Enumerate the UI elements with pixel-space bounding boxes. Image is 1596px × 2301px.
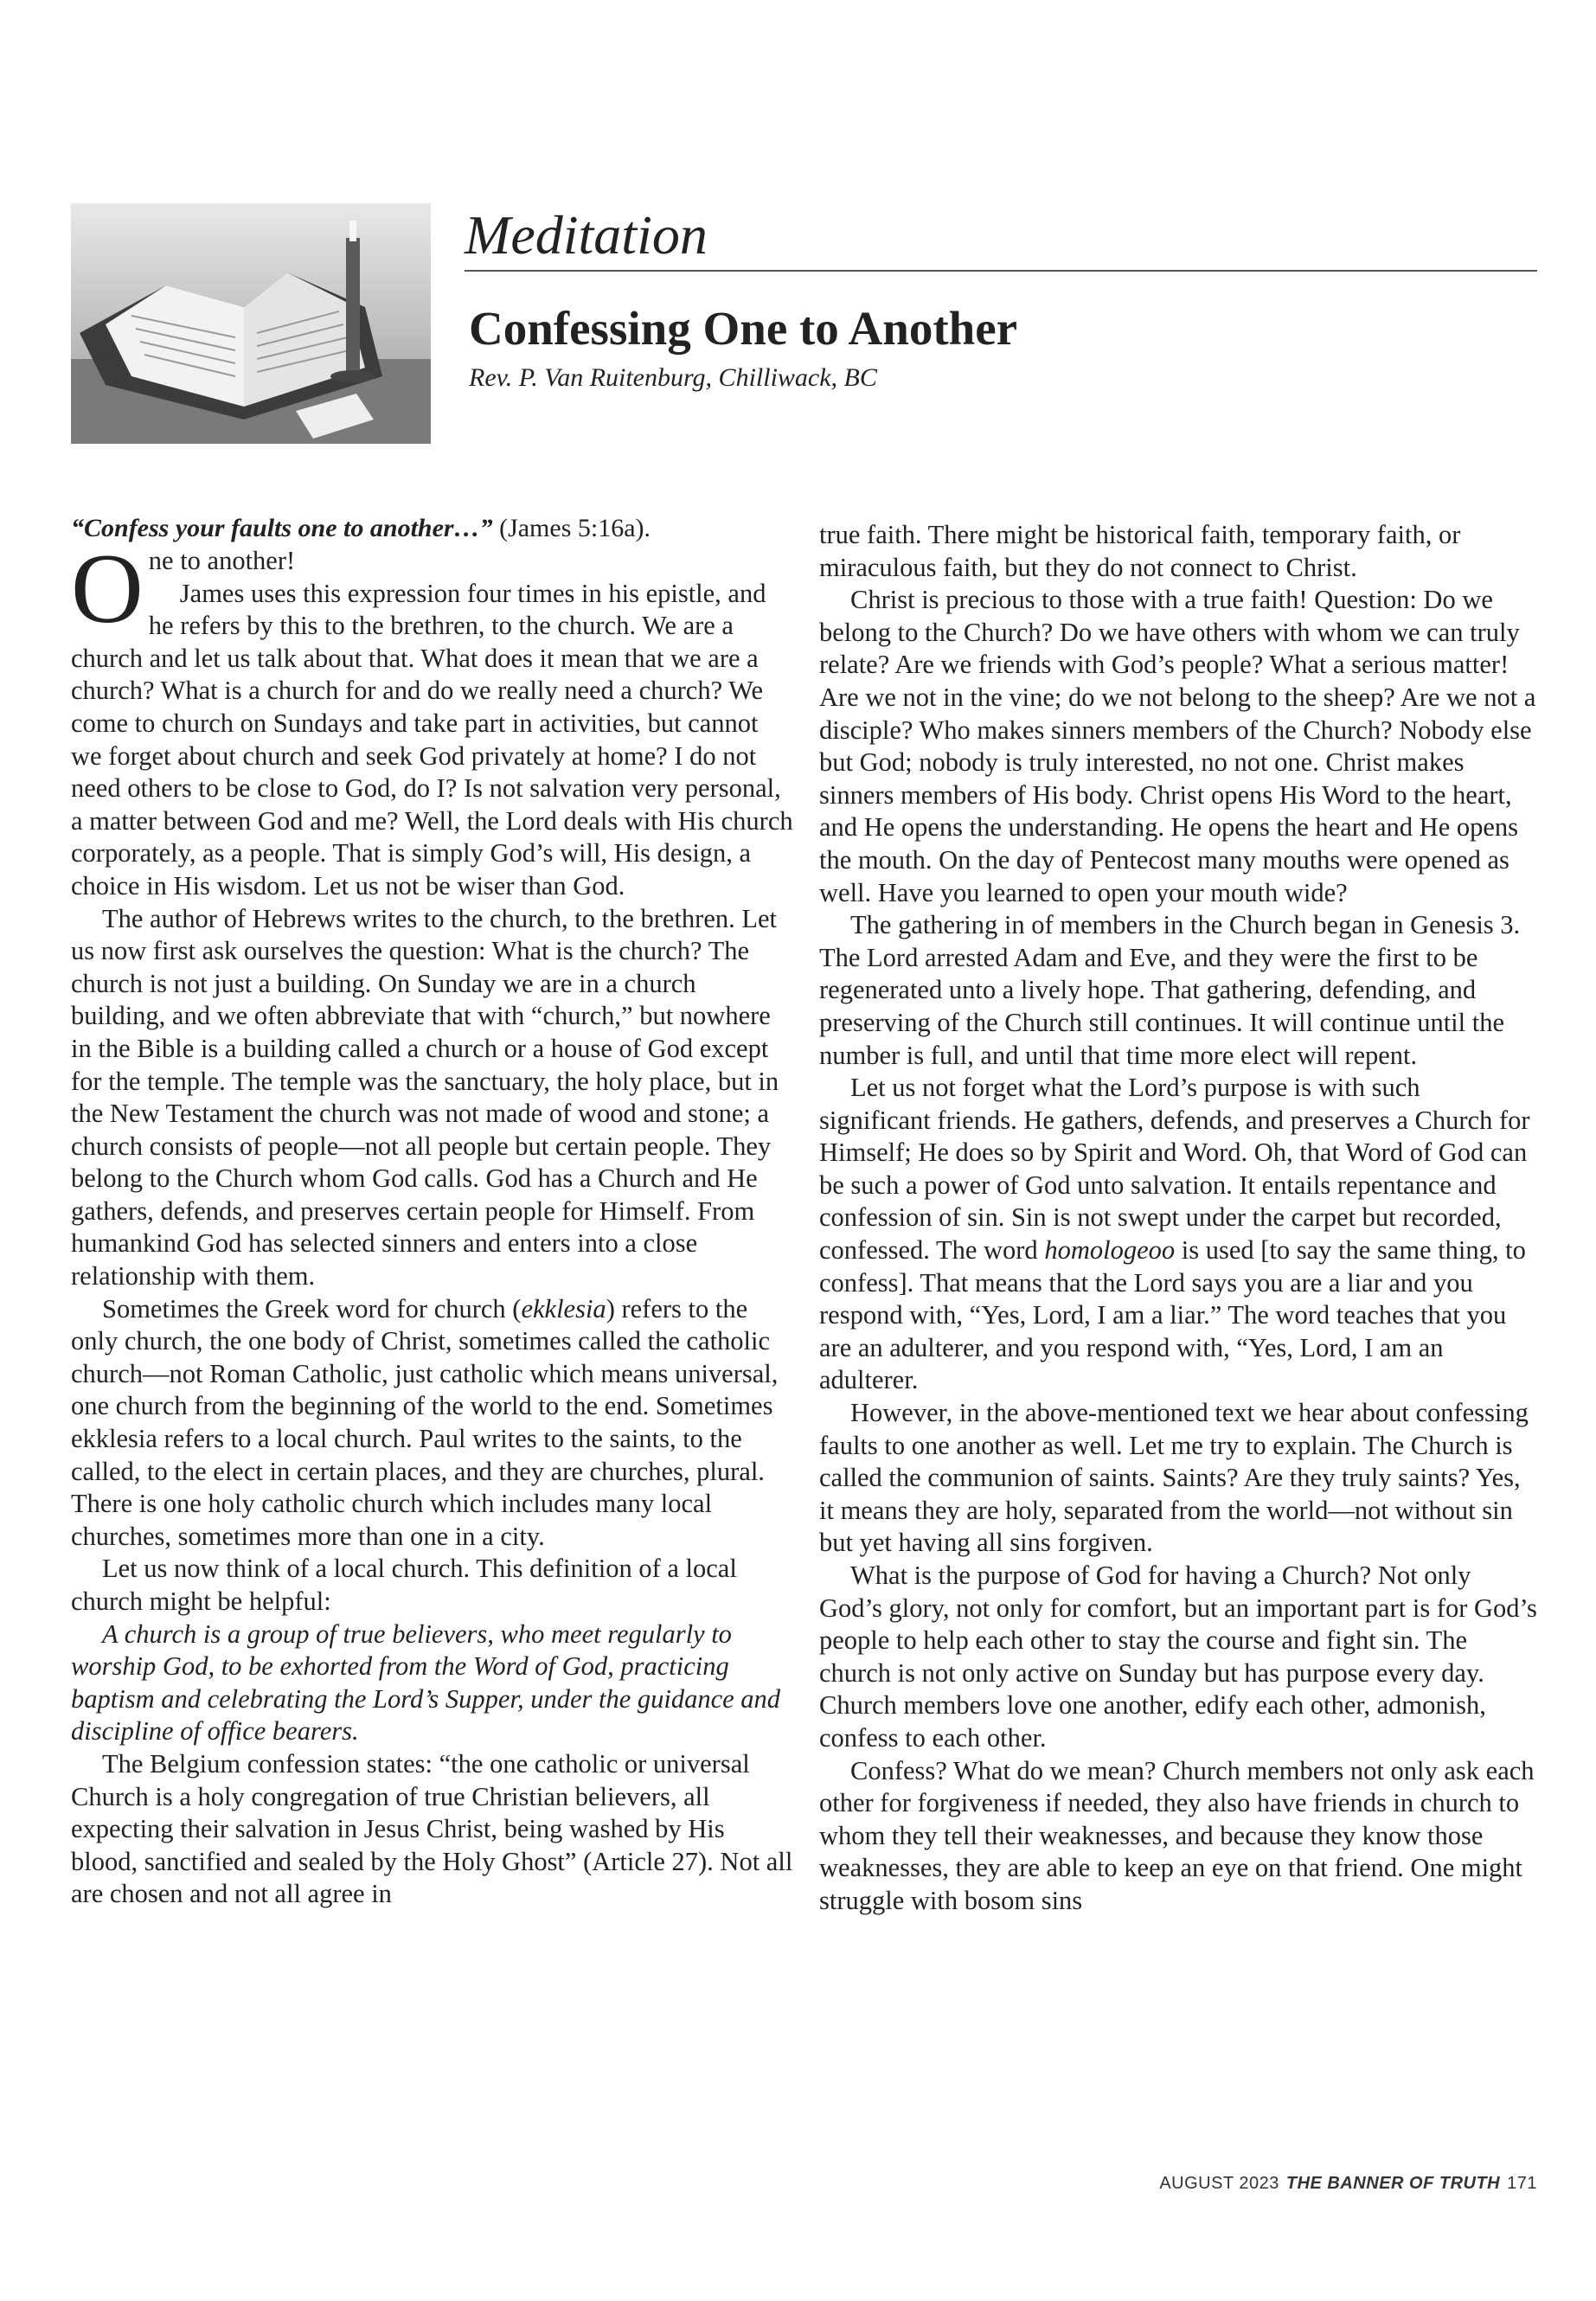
- drop-cap: O: [71, 534, 144, 644]
- paragraph: Let us now think of a local church. This definition of a local church might be helpful:: [71, 1554, 737, 1616]
- footer-date: AUGUST 2023: [1159, 2174, 1279, 2193]
- paragraph: The author of Hebrews writes to the church, to the brethren. Let us now first ask ourselves the question: What is the church? The church is not just a building. On Sunday we are in a church building, and we often abbreviate that with “church,” but nowhere in the Bible is a building called a church or a house of God except for the temple. The temple was the sanctuary, the holy place, but in the New Testament the church was not made of wood and stone; a church consists of people—not all people but certain people. They belong to the Church whom God calls. God has a Church and He gathers, defends, and preserves certain people for Himself. From humankind God has selected sinners and enters into a close relationship with them.: [71, 903, 779, 1292]
- page-footer: [1159, 2174, 1537, 2194]
- paragraph: Christ is precious to those with a true faith! Question: Do we belong to the Church? Do we have others with whom we can truly relate? Are we friends with God’s people? What a serious matter! Are we not in the vine; do we not belong to the sheep? Are we not a disciple? Who makes sinners members of the Church? Nobody else but God; nobody is truly interested, no not one. Christ makes sinners members of His body. Christ opens His Word to the heart, and He opens the understanding. He opens the heart and He opens the mouth. On the day of Pentecost many mouths were opened as well. Have you learned to open your mouth wide?: [819, 585, 1536, 907]
- paragraph: The gathering in of members in the Church began in Genesis 3. The Lord arrested Adam and Eve, and they were the first to be regenerated unto a lively hope. That gathering, defending, and preserving of the Church still continues. It will continue until the number is full, and until that time more elect will repent.: [819, 910, 1521, 1070]
- paragraph: James uses this expression four times in his epistle, and he refers by this to the brethren, to the church. We are a church and let us talk about that. What does it mean that we are a church? What is a church for and do we really need a church? We come to church on Sundays and take part in activities, but cannot we forget about church and seek God privately at home? I do not need others to be close to God, do I? Is not salvation very personal, a matter between God and me? Well, the Lord deals with His church corporately, as a people. That is simply God’s will, His design, a choice in His wisdom. Let us not be wiser than God.: [71, 578, 793, 901]
- paragraph: [819, 1072, 1537, 1397]
- block-quote: A church is a group of true believers, who meet regularly to worship God, to be exhorted from the Word of God, practicing baptism and celebrating the Lord’s Supper, under the guidance and discipline of office bearers.: [71, 1618, 781, 1747]
- open-bible-illustration-icon: [71, 203, 431, 444]
- section-title: Meditation: [465, 202, 1537, 272]
- lead-quote-text: “Confess your faults one to another…”: [71, 514, 493, 542]
- left-column: [71, 512, 793, 1911]
- paragraph: Confess? What do we mean? Church members not only ask each other for forgiveness if needed, they also have friends in church to whom they tell their weaknesses, and because they know those weaknesses, they are able to keep an eye on that friend. One might struggle with bosom sins: [819, 1755, 1535, 1915]
- emphasis-term: ekklesia: [521, 1293, 606, 1324]
- paragraph-text: is used [to say the same thing, to confess]. That means that the Lord says you are a liar and you respond with, “Yes, Lord, I am a liar.” The word teaches that you are an adulterer, and you respond with, “Yes, Lord, I am an adulterer.: [819, 1235, 1526, 1395]
- emphasis-term: homologeoo: [1044, 1235, 1176, 1266]
- page-number: 171: [1507, 2174, 1537, 2193]
- article-title: Confessing One to Another: [469, 302, 1018, 355]
- paragraph: However, in the above-mentioned text we hear about confessing faults to one another as well. Let me try to explain. The Church is called the communion of saints. Saints? Are they truly saints? Yes, it means they are holy, separated from the world—not without sin but yet having all sins forgiven.: [819, 1398, 1529, 1558]
- footer-magazine: THE BANNER OF TRUTH: [1285, 2174, 1501, 2193]
- paragraph: [71, 534, 793, 644]
- lead-quote: [71, 512, 793, 545]
- paragraph-text: ne to another!: [148, 546, 296, 575]
- paragraph: The Belgium confession states: “the one catholic or universal Church is a holy congregation of true Christian believers, all expecting their salvation in Jesus Christ, being washed by His blood, sanctified and sealed by the Holy Ghost” (Article 27). Not all are chosen and not all agree in: [71, 1748, 793, 1909]
- paragraph: [71, 1293, 793, 1554]
- paragraph-text: ) refers to the only church, the one body of Christ, sometimes called the catholic church—not Roman Catholic, just catholic which means universal, one church from the beginning of the world to the end. Sometimes ekklesia refers to a local church. Paul writes to the saints, to the called, to the elect in certain places, and they are churches, plural. There is one holy catholic church which includes many local churches, sometimes more than one in a city.: [71, 1293, 779, 1551]
- paragraph-text: Sometimes the Greek word for church (: [102, 1293, 522, 1324]
- right-column: [819, 519, 1537, 1918]
- paragraph: What is the purpose of God for having a Church? Not only God’s glory, not only for comfort, but an important part is for God’s people to help each other to stay the course and fight sin. The church is not only active on Sunday but has purpose every day. Church members love one another, edify each other, admonish, confess to each other.: [819, 1561, 1537, 1753]
- lead-quote-ref: (James 5:16a).: [492, 514, 651, 542]
- paragraph: true faith. There might be historical faith, temporary faith, or miraculous faith, but they do not connect to Christ.: [819, 520, 1461, 582]
- paragraph-text: Let us not forget what the Lord’s purpose is with such significant friends. He gathers, defends, and preserves a Church for Himself; He does so by Spirit and Word. Oh, that Word of God can be such a power of God unto salvation. It entails repentance and confession of sin. Sin is not swept under the carpet but recorded, confessed. The word: [819, 1073, 1530, 1266]
- byline: Rev. P. Van Ruitenburg, Chilliwack, BC: [469, 363, 877, 392]
